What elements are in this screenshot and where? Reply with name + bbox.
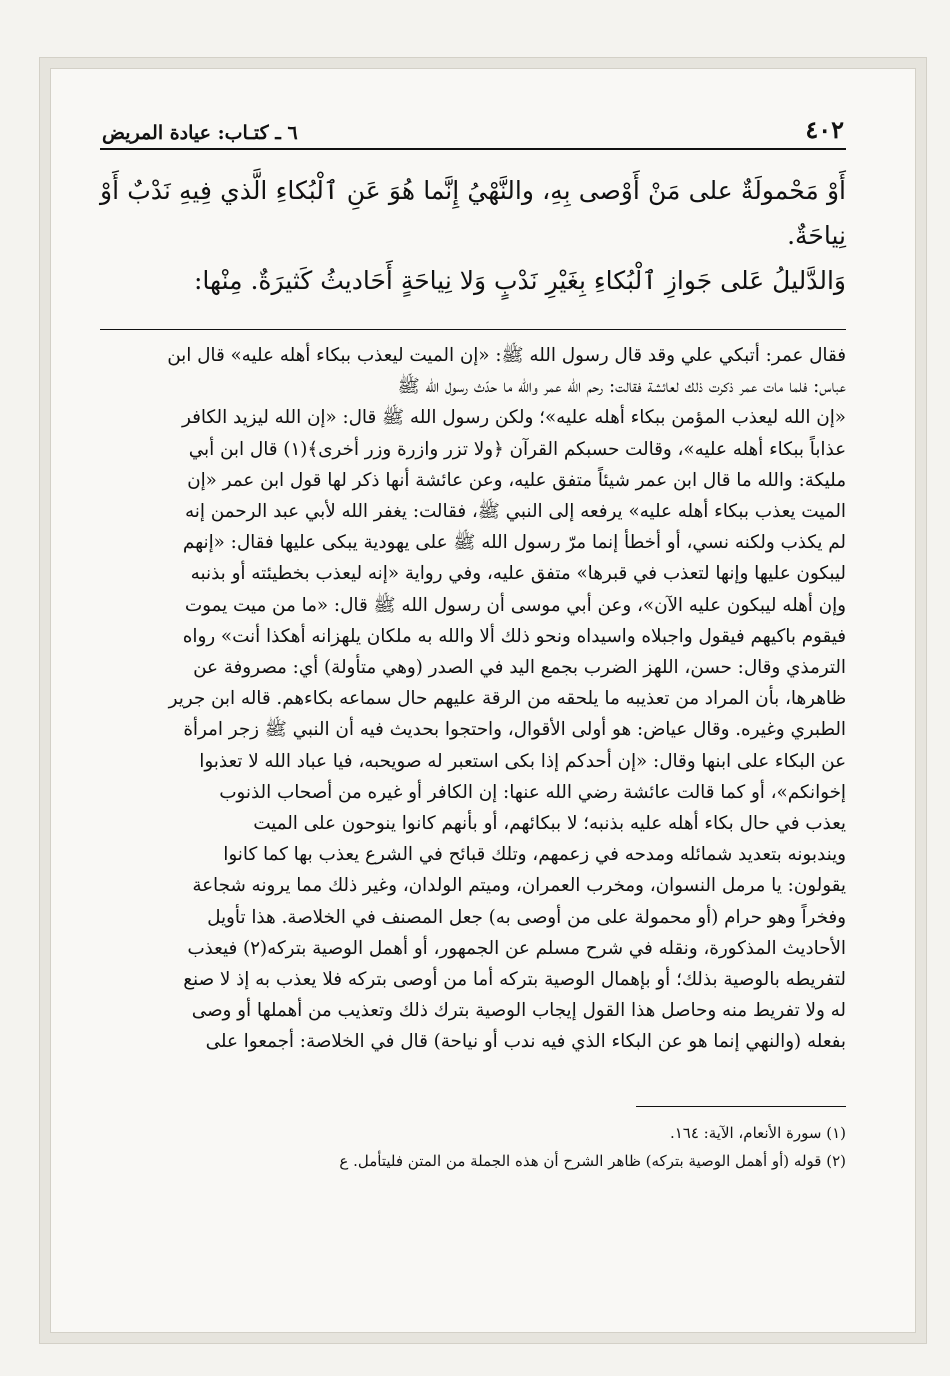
separator	[100, 329, 846, 330]
commentary-line: «إن الله ليعذب المؤمن ببكاء أهله عليه»؛ ولكن رسول الله ﷺ قال: «إن الله ليزيد الكافر	[182, 407, 846, 429]
running-title: ٦ ـ كتـاب: عيادة المريض	[102, 122, 298, 144]
footnote: (٢) قوله (أو أهمل الوصية بتركه) ظاهر الشرح أن هذه الجملة من المتن فليتأمل. ع	[339, 1151, 846, 1170]
page-number: ٤٠٢	[805, 115, 844, 144]
commentary-line: إخوانكم»، أو كما قالت عائشة رضي الله عنها: إن الكافر أو غيره من أصحاب الذنوب	[219, 781, 846, 803]
commentary-line: عن البكاء على ابنها وقال: «إن أحدكم إذا بكى استعبر له صويحبه، فيا عباد الله لا تعذبوا	[199, 750, 846, 772]
commentary-line: لم يكذب ولكنه نسي، أو أخطأ إنما مرّ رسول الله ﷺ على يهودية يبكى عليها فقال: «إنهم	[182, 532, 846, 554]
commentary-line: بفعله (والنهي إنما هو عن البكاء الذي فيه ندب أو نياحة) قال في الخلاصة: أجمعوا على	[205, 1031, 846, 1053]
footnote: (١) سورة الأنعام، الآية: ١٦٤.	[669, 1123, 846, 1142]
footnote-separator	[636, 1106, 846, 1107]
commentary-line: له ولا تفريط منه وحاصل هذا القول إيجاب الوصية بترك ذلك وتعذيب من أهملها أو وصى	[191, 1000, 846, 1022]
commentary-line: يعذب في حال بكاء أهله عليه بذنبه؛ لا ببكائهم، أو بأنهم كانوا ينوحون على الميت	[253, 813, 846, 835]
footnotes	[100, 1119, 846, 1175]
commentary-line: يقولون: يا مرمل النسوان، ومخرب العمران، وميتم الولدان، وغير ذلك مما يرونه شجاعة	[192, 875, 846, 897]
commentary-line: لتفريطه بالوصية بذلك؛ أو بإهمال الوصية بتركه أما من أوصى بتركه فلا يعذب به إذ لا صنع	[183, 969, 846, 991]
commentary-line: ظاهرها، بأن المراد من تعذيبه ما يلحقه من الرقة عليهم حال سماعه بكاءهم. قاله ابن جرير	[168, 688, 846, 710]
commentary-line: ليبكون عليها وإنها لتعذب في قبرها» متفق عليه، وفي رواية «إنه ليعذب بخطيئته أو بذنبه	[190, 563, 846, 585]
commentary-line: فقال عمر: أتبكي علي وقد قال رسول الله ﷺ: «إن الميت ليعذب ببكاء أهله عليه» قال ابن	[167, 345, 846, 366]
commentary-line: الترمذي وقال: حسن، اللهز الضرب بجمع اليد في الصدر (وهي متأولة) أي: مصروفة عن	[193, 657, 846, 679]
commentary-text	[100, 340, 846, 1058]
commentary-line: وفخراً وهو حرام (أو محمولة على من أوصى به) جعل المصنف في الخلاصة. هذا تأويل	[207, 906, 846, 928]
page-content	[100, 108, 846, 1175]
commentary-line: وإن أهله ليبكون عليه الآن»، وعن أبي موسى أن رسول الله ﷺ قال: «ما من ميت يموت	[184, 594, 846, 616]
commentary-line: ويندبونه بتعديد شمائله ومدحه في زعمهم، وتلك قبائح في الشرع يعذب بها كما كانوا	[223, 844, 846, 866]
page-header	[100, 108, 846, 150]
commentary-line: فيقوم باكيهم فيقول واجبلاه واسيداه ونحو ذلك ألا والله به ملكان يلهزانه أهكذا أنت» رواه	[182, 625, 846, 647]
commentary-line: عذاباً ببكاء أهله عليه»، وقالت حسبكم القرآن ﴿ولا تزر وازرة وزر أخرى﴾(١) قال ابن أبي	[188, 438, 846, 460]
matn-text	[100, 168, 846, 303]
commentary-line: الطبري وغيره. وقال عياض: هو أولى الأقوال، واحتجوا بحديث فيه أن النبي ﷺ زجر امرأة	[183, 719, 846, 741]
commentary-line: عباس: فلما مات عمر ذكرت ذلك لعائشة فقالت: رحم الله عمر والله ما حدّث رسول الله ﷺ	[397, 376, 846, 398]
matn-line: أَوْ مَحْمولَةٌ على مَنْ أَوْصى بِهِ، والنَّهْيُ إِنَّما هُوَ عَنِ ٱلْبُكاءِ الَّذي فِيهِ نَدْبٌ أَوْ نِياحَةٌ.	[100, 176, 846, 250]
commentary-line: الميت يعذب ببكاء أهله عليه» يرفعه إلى النبي ﷺ، فقالت: يغفر الله لأبي عبد الرحمن إنه	[184, 501, 846, 523]
commentary-line: مليكة: والله ما قال ابن عمر شيئاً متفق عليه، وعن عائشة أنها ذكر لها قول ابن عمر «إن	[187, 469, 846, 491]
matn-line: وَالدَّليلُ عَلى جَوازِ ٱلْبُكاءِ بِغَيْرِ نَدْبٍ وَلا نِياحَةٍ أَحَاديثُ كَثيرَةٌ. مِنْها:	[194, 266, 846, 295]
commentary-line: الأحاديث المذكورة، ونقله في شرح مسلم عن الجمهور، أو أهمل الوصية بتركه(٢) فيعذب	[187, 937, 846, 959]
